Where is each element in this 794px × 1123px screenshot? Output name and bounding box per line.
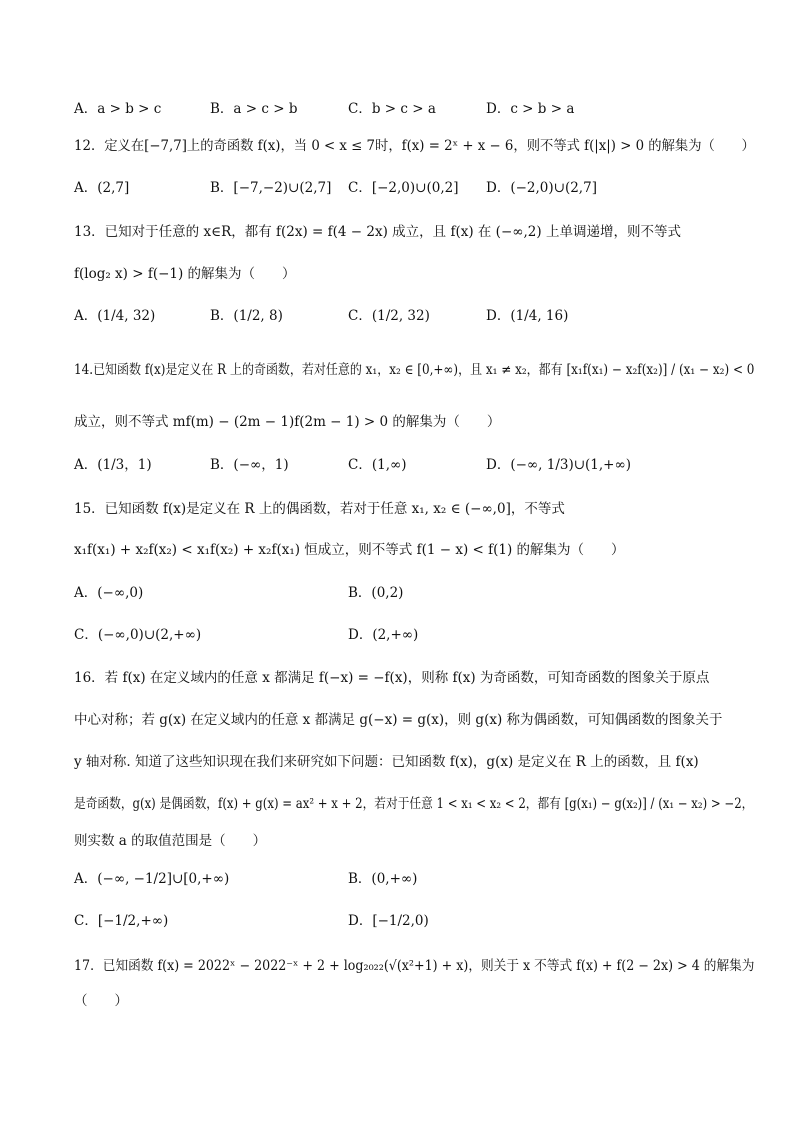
option-a: A．(−∞,0) xyxy=(74,585,144,601)
q13-stem-line2: f(log₂ x) > f(−1) 的解集为（ ） xyxy=(74,266,296,282)
option-b: B．(−∞，1) xyxy=(210,457,289,473)
option-a: A．(1/4, 32) xyxy=(74,308,156,324)
q17-line1: 17．已知函数 f(x) = 2022ˣ − 2022⁻ˣ + 2 + log₂₀₂₂(√(x²+1) + x)，则关于 x 不等式 f(x) + f(2 − 2x) > 4 的解集为 xyxy=(74,958,755,974)
q16-line1: 16．若 f(x) 在定义域内的任意 x 都满足 f(−x) = −f(x)，则称 f(x) 为奇函数，可知奇函数的图象关于原点 xyxy=(74,670,710,686)
option-c: C．(−∞,0)∪(2,+∞) xyxy=(74,627,202,643)
option-d: D．[−1/2,0) xyxy=(348,913,429,929)
q14-stem-line1: 14.已知函数 f(x)是定义在 R 上的奇函数，若对任意的 x₁，x₂ ∈ [0,+∞)，且 x₁ ≠ x₂，都有 [x₁f(x₁) − x₂f(x₂)] / (x₁ − x₂) < 0 xyxy=(74,362,755,378)
option-d: D．(1/4, 16) xyxy=(486,308,569,324)
option-a: A．(−∞, −1/2]∪[0,+∞) xyxy=(74,871,230,887)
option-b: B．a > c > b xyxy=(210,101,298,117)
q16-line3: y 轴对称. 知道了这些知识现在我们来研究如下问题：已知函数 f(x)，g(x) 是定义在 R 上的函数，且 f(x) xyxy=(74,754,699,770)
q15-stem-line1: 15．已知函数 f(x)是定义在 R 上的偶函数，若对于任意 x₁, x₂ ∈ (−∞,0]，不等式 xyxy=(74,501,565,517)
option-c: C．(1,∞) xyxy=(348,457,407,473)
q16-line5: 则实数 a 的取值范围是（ ） xyxy=(74,833,267,849)
q17-line2: （ ） xyxy=(74,993,128,1009)
q12-stem: 12．定义在[−7,7]上的奇函数 f(x)，当 0 < x ≤ 7时，f(x) = 2ˣ + x − 6，则不等式 f(|x|) > 0 的解集为（ ） xyxy=(74,138,755,154)
q15-stem-line2: x₁f(x₁) + x₂f(x₂) < x₁f(x₂) + x₂f(x₁) 恒成立，则不等式 f(1 − x) < f(1) 的解集为（ ） xyxy=(74,542,625,558)
option-a: A．(2,7] xyxy=(74,180,130,196)
option-b: B．(1/2, 8) xyxy=(210,308,283,324)
option-c: C．b > c > a xyxy=(348,101,436,117)
option-c: C．[−1/2,+∞) xyxy=(74,913,169,929)
option-d: D．c > b > a xyxy=(486,101,575,117)
q13-stem-line1: 13．已知对于任意的 x∈R，都有 f(2x) = f(4 − 2x) 成立，且 f(x) 在 (−∞,2) 上单调递增，则不等式 xyxy=(74,224,681,240)
option-d: D．(−∞, 1/3)∪(1,+∞) xyxy=(486,457,632,473)
option-d: D．(−2,0)∪(2,7] xyxy=(486,180,597,196)
q16-line4: 是奇函数，g(x) 是偶函数，f(x) + g(x) = ax² + x + 2，若对于任意 1 < x₁ < x₂ < 2，都有 [g(x₁) − g(x₂)] / (x₁ − x₂) > −2， xyxy=(74,796,754,812)
option-c: C．(1/2, 32) xyxy=(348,308,430,324)
option-a: A．(1/3，1) xyxy=(74,457,152,473)
option-b: B．(0,+∞) xyxy=(348,871,418,887)
option-b: B．[−7,−2)∪(2,7] xyxy=(210,180,332,196)
option-c: C．[−2,0)∪(0,2] xyxy=(348,180,459,196)
option-a: A．a > b > c xyxy=(74,101,162,117)
option-b: B．(0,2) xyxy=(348,585,404,601)
option-d: D．(2,+∞) xyxy=(348,627,419,643)
q16-line2: 中心对称；若 g(x) 在定义域内的任意 x 都满足 g(−x) = g(x)，则 g(x) 称为偶函数，可知偶函数的图象关于 xyxy=(74,712,723,728)
q14-stem-line2: 成立，则不等式 mf(m) − (2m − 1)f(2m − 1) > 0 的解集为（ ） xyxy=(74,414,501,430)
